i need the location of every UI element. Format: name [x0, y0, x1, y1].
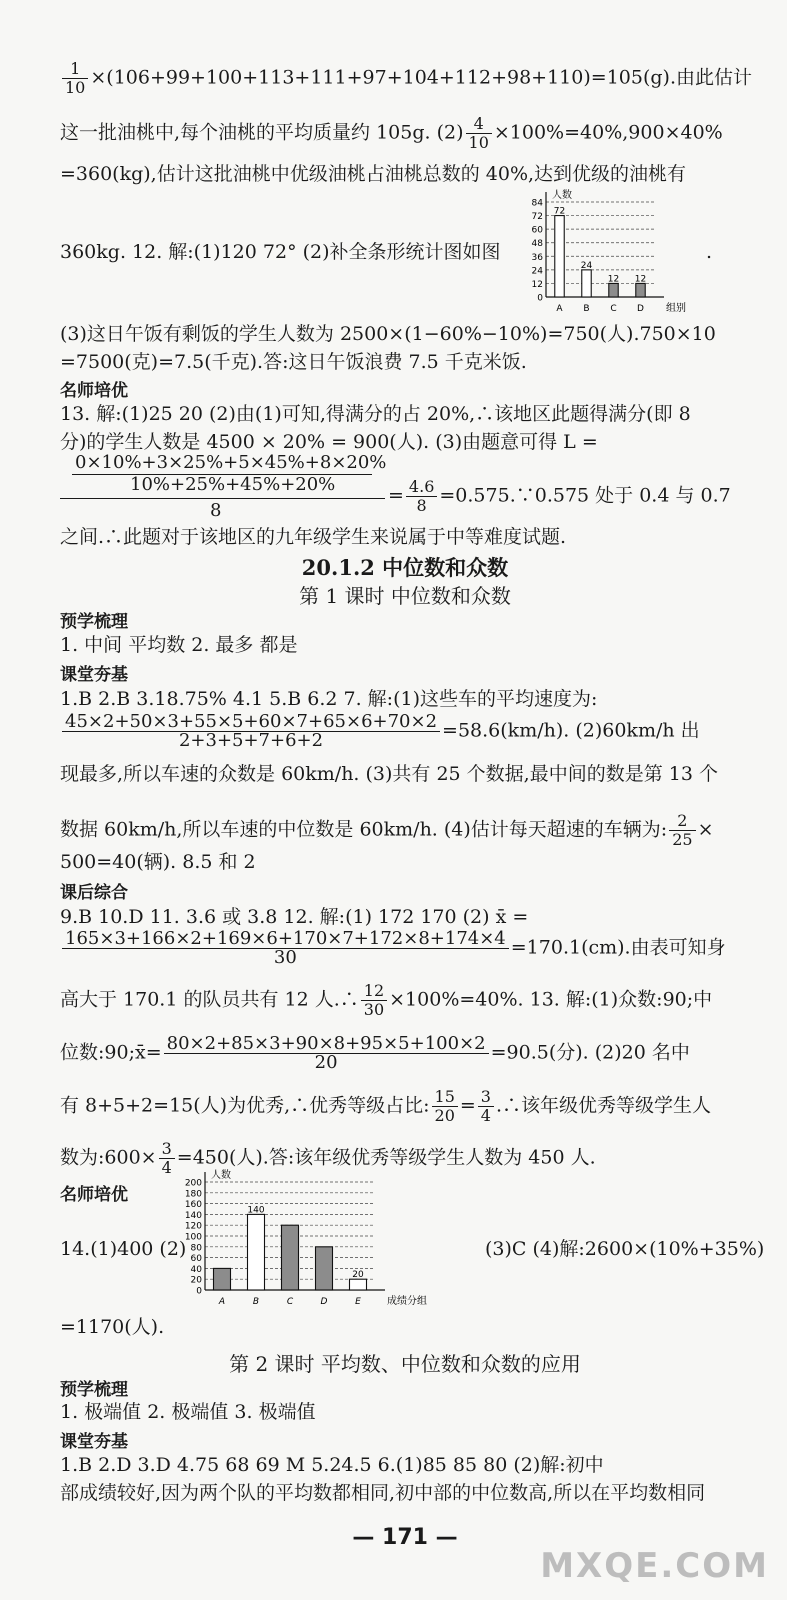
bar: [214, 1268, 231, 1290]
y-tick-label: 180: [184, 1189, 202, 1200]
x-axis-label: 组别: [666, 303, 686, 314]
y-axis-label: 人数: [552, 190, 572, 201]
lesson-title: 第 2 课时 平均数、中位数和众数的应用: [229, 1352, 581, 1376]
bar-value-label: 24: [580, 260, 593, 271]
text-line: 1.B 2.D 3.D 4.75 68 69 M 5.24.5 6.(1)85 85 80 (2)解:初中: [60, 1454, 604, 1476]
text-line: 360kg. 12. 解:(1)120 72° (2)补全条形统计图如图: [60, 241, 501, 263]
y-tick-label: 200: [184, 1178, 202, 1189]
fraction: $\frac{15}{20}$: [432, 1088, 458, 1125]
y-tick-label: 72: [531, 212, 543, 223]
section-heading: 课后综合: [60, 883, 128, 903]
text-line: 1.B 2.B 3.18.75% 4.1 5.B 6.2 7. 解:(1)这些车的平均速度为:: [60, 688, 598, 710]
text-line: (3)C (4)解:2600×(10%+35%): [485, 1238, 765, 1260]
fraction: $\frac{2}{25}$: [669, 812, 695, 849]
text-line: 14.(1)400 (2): [60, 1238, 187, 1260]
bar-value-label: 12: [634, 274, 647, 285]
section-heading: 名师培优: [60, 381, 128, 401]
section-title: 20.1.2 中位数和众数: [301, 555, 509, 580]
x-axis-label: 成绩分组: [387, 1296, 427, 1307]
text-line: 500=40(辆). 8.5 和 2: [60, 851, 256, 873]
text-line: 数据 60km/h,所以车速的中位数是 60km/h. (4)估计每天超速的车辆为: $\frac{2}{25}$ ×: [60, 811, 714, 849]
text-line: 数为:600× $\frac{3}{4}$ =450(人).答:该年级优秀等级学生人数为 450 人.: [60, 1139, 596, 1177]
bar: [350, 1279, 367, 1290]
lesson-title: 第 1 课时 中位数和众数: [299, 584, 511, 608]
x-tick-label: A: [556, 304, 563, 314]
section-heading: 课堂夯基: [60, 665, 128, 685]
text-line: =360(kg),估计这批油桃中优级油桃占油桃总数的 40%,达到优级的油桃有: [60, 163, 687, 185]
bar: [248, 1214, 265, 1290]
section-heading: 名师培优: [60, 1185, 128, 1205]
text-line: 1. 中间 平均数 2. 最多 都是: [60, 634, 298, 656]
y-tick-label: 60: [190, 1254, 202, 1265]
bar-value-label: 12: [607, 274, 620, 285]
fraction: $\frac{45\times 2+50\times 3+55\times 5+60\times 7+65\times 6+70\times 2}{2+3+5+7+6+2}$: [62, 713, 440, 750]
fraction: $\frac{4.6}{8}$: [406, 478, 437, 515]
text-line: 分)的学生人数是 4500 × 20% = 900(人). (3)由题意可得 L =: [60, 431, 598, 453]
x-tick-label: C: [610, 304, 617, 314]
section-heading: 课堂夯基: [60, 1432, 128, 1452]
bar-value-label: 72: [553, 206, 566, 217]
text-line: $\frac{1}{10}$ ×(106+99+100+113+111+97+104+112+98+110)=105(g).由此估计: [60, 60, 752, 97]
y-tick-label: 12: [531, 279, 543, 290]
text-line: 这一批油桃中,每个油桃的平均质量约 105g. (2) $\frac{4}{10}$ ×100%=40%,900×40%: [60, 114, 723, 152]
bar: [282, 1225, 299, 1290]
section-heading: 预学梳理: [60, 612, 128, 632]
y-tick-label: 120: [184, 1221, 202, 1232]
y-tick-label: 0: [196, 1286, 202, 1297]
text-line: $\frac{45\times 2+50\times 3+55\times 5+60\times 7+65\times 6+70\times 2}{2+3+5+7+6+2}$ =58.6(km/h). (2)60km/h 出: [60, 713, 700, 750]
fraction: $\frac{12}{30}$: [361, 982, 387, 1019]
fraction: $\frac{80\times 2+85\times 3+90\times 8+95\times 5+100\times 2}{20}$: [164, 1035, 489, 1072]
fraction: $\frac{4}{10}$: [466, 115, 492, 152]
fraction: $\frac{1}{10}$: [62, 60, 88, 97]
text-line: $\frac{165\times 3+166\times 2+169\times 6+170\times 7+172\times 8+174\times 4}{30}$ =170.1(cm).由表可知身: [60, 930, 726, 967]
y-tick-label: 40: [190, 1264, 202, 1275]
text-line: 之间.∴此题对于该地区的九年级学生来说属于中等难度试题.: [60, 526, 567, 548]
fraction: $\frac{165\times 3+166\times 2+169\times 6+170\times 7+172\times 8+174\times 4}{30}$: [62, 930, 509, 967]
x-tick-label: D: [637, 304, 644, 314]
bar-value-label: 20: [352, 1270, 364, 1281]
text-line: 高大于 170.1 的队员共有 12 人.∴ $\frac{12}{30}$ ×100%=40%. 13. 解:(1)众数:90;中: [60, 981, 713, 1019]
bar-value-label: 140: [247, 1205, 265, 1216]
text-line: =7500(克)=7.5(千克).答:这日午饭浪费 7.5 千克米饭.: [60, 351, 527, 373]
text-line: 部成绩较好,因为两个队的平均数都相同,初中部的中位数高,所以在平均数相同: [60, 1482, 706, 1504]
y-tick-label: 80: [190, 1243, 202, 1254]
section-heading: 预学梳理: [60, 1380, 128, 1400]
text-line: 有 8+5+2=15(人)为优秀,∴优秀等级占比: $\frac{15}{20}$ = $\frac{3}{4}$ .∴该年级优秀等级学生人: [60, 1087, 712, 1125]
text-line: = $\frac{4.6}{8}$ =0.575.∵0.575 处于 0.4 与 0.7: [388, 477, 731, 515]
bar: [316, 1247, 333, 1290]
fraction: $\frac{3}{4}$: [159, 1140, 175, 1177]
y-tick-label: 60: [531, 225, 543, 236]
bar-chart-lunch: [520, 190, 686, 315]
bar-chart-scores: [175, 1170, 435, 1305]
text-line: 现最多,所以车速的众数是 60km/h. (3)共有 25 个数据,最中间的数是第 13 个: [60, 763, 718, 785]
x-tick-label: D: [320, 1297, 328, 1307]
page-number: — 171 —: [352, 1525, 458, 1550]
text-line: =1170(人).: [60, 1316, 165, 1338]
y-tick-label: 140: [184, 1210, 202, 1221]
bar: [555, 216, 564, 297]
text-line: 9.B 10.D 11. 3.6 或 3.8 12. 解:(1) 172 170 (2) x̄ =: [60, 906, 529, 928]
y-tick-label: 0: [537, 293, 543, 304]
y-tick-label: 100: [184, 1232, 202, 1243]
x-tick-label: A: [218, 1297, 226, 1307]
y-axis-label: 人数: [211, 1170, 231, 1181]
y-tick-label: 48: [531, 239, 543, 250]
bar: [636, 283, 645, 297]
text-line: .: [706, 241, 713, 263]
y-tick-label: 160: [184, 1200, 202, 1211]
y-tick-label: 84: [531, 198, 543, 209]
watermark: MXQE.COM: [540, 1546, 769, 1586]
text-line: 13. 解:(1)25 20 (2)由(1)可知,得满分的占 20%,∴该地区此题得满分(即 8: [60, 403, 691, 425]
bar: [609, 283, 618, 297]
fraction: $\frac{3}{4}$: [478, 1088, 494, 1125]
text-line: 位数:90;x̄= $\frac{80\times 2+85\times 3+90\times 8+95\times 5+100\times 2}{20}$ =90.5(分). (2)20 名中: [60, 1033, 690, 1073]
text-line: (3)这日午饭有剩饭的学生人数为 2500×(1−60%−10%)=750(人).750×10: [60, 323, 716, 345]
text-line: 1. 极端值 2. 极端值 3. 极端值: [60, 1401, 316, 1423]
x-tick-label: B: [252, 1297, 260, 1307]
x-tick-label: B: [583, 304, 590, 314]
bar: [582, 270, 591, 297]
y-tick-label: 36: [531, 252, 543, 263]
y-tick-label: 24: [531, 266, 543, 277]
x-tick-label: E: [355, 1297, 361, 1307]
x-tick-label: C: [286, 1297, 294, 1307]
y-tick-label: 20: [190, 1275, 202, 1286]
